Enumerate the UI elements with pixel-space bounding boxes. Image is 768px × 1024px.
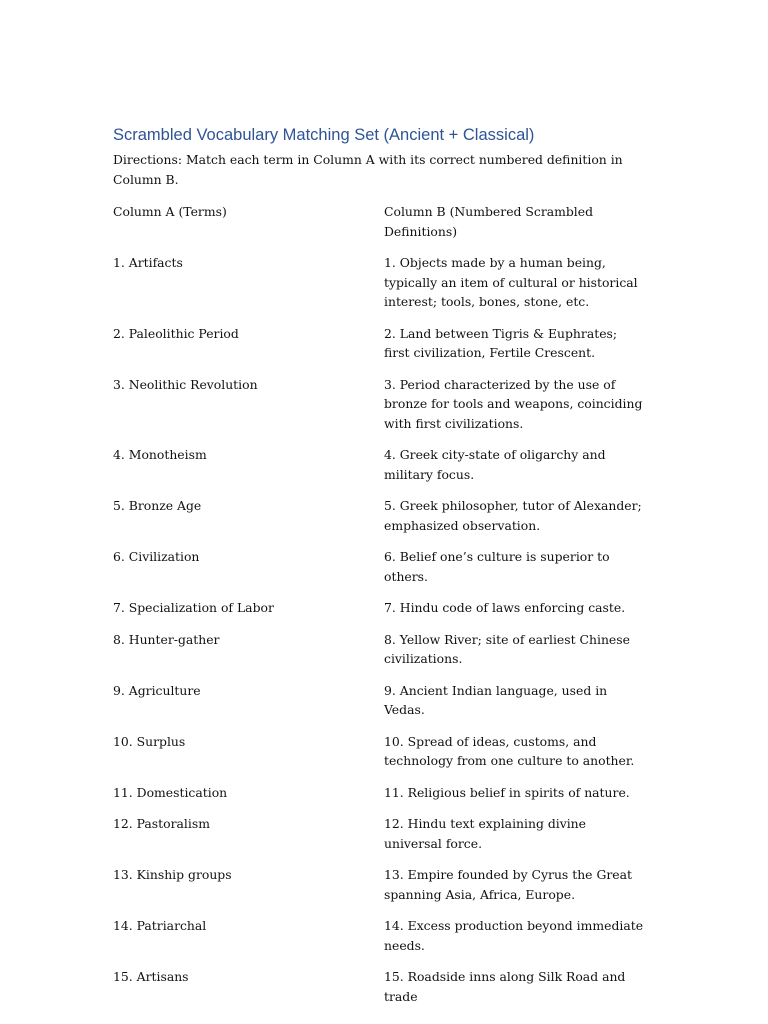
definition-cell: 9. Ancient Indian language, used in Vedas. [384,682,608,717]
table-row [113,375,658,446]
table-row [113,253,658,324]
term-cell: 14. Patriarchal [113,918,207,933]
matching-table [113,202,658,1018]
table-row [113,814,658,865]
term-cell: 11. Domestication [113,784,228,800]
term-cell: 4. Monotheism [113,447,207,462]
definition-cell: 15. Roadside inns along Silk Road and trade [384,969,626,1004]
document-title: Scrambled Vocabulary Matching Set (Ancient + Classical) [113,126,535,144]
definition-cell: 6. Belief one’s culture is superior to others. [384,549,610,584]
term-cell: 8. Hunter-gather [113,631,220,647]
term-cell: 7. Specialization of Labor [113,600,274,615]
term-cell: 12. Pastoralism [113,816,210,831]
table-row [113,916,658,967]
definition-cell: 1. Objects made by a human being, typically an item of cultural or historical interest; tools, bones, stone, etc. [384,255,638,309]
term-cell: 2. Paleolithic Period [113,325,239,341]
column-a-header: Column A (Terms) [113,204,227,219]
table-row [113,783,658,815]
term-cell: 10. Surplus [113,733,186,749]
definition-cell: 14. Excess production beyond immediate needs. [384,918,644,953]
definition-cell: 5. Greek philosopher, tutor of Alexander; emphasized observation. [384,498,642,533]
column-b-header: Column B (Numbered Scrambled Definitions) [384,204,594,239]
definition-cell: 13. Empire founded by Cyrus the Great spanning Asia, Africa, Europe. [384,867,632,902]
table-row [113,445,658,496]
table-row [113,732,658,783]
term-cell: 9. Agriculture [113,682,201,698]
term-cell: 6. Civilization [113,549,200,564]
table-row [113,865,658,916]
table-row [113,324,658,375]
table-header-row [113,202,658,253]
table-row [113,496,658,547]
table-row [113,598,658,630]
definition-cell: 2. Land between Tigris & Euphrates; first civilization, Fertile Crescent. [384,325,618,360]
term-cell: 15. Artisans [113,969,189,984]
definition-cell: 4. Greek city-state of oligarchy and military focus. [384,447,606,482]
definition-cell: 3. Period characterized by the use of bronze for tools and weapons, coinciding with first civilizations. [384,376,643,431]
table-row [113,630,658,681]
table-row [113,681,658,732]
definition-cell: 12. Hindu text explaining divine universal force. [384,816,586,851]
term-cell: 3. Neolithic Revolution [113,376,258,392]
directions-text: Directions: Match each term in Column A with its correct numbered definition in Column B. [113,152,623,187]
table-row [113,547,658,598]
term-cell: 5. Bronze Age [113,498,202,513]
table-row [113,967,658,1018]
definition-cell: 11. Religious belief in spirits of nature. [384,784,630,800]
definition-cell: 8. Yellow River; site of earliest Chinese civilizations. [384,631,630,666]
definition-cell: 7. Hindu code of laws enforcing caste. [384,600,626,615]
term-cell: 13. Kinship groups [113,867,232,882]
term-cell: 1. Artifacts [113,255,183,270]
definition-cell: 10. Spread of ideas, customs, and technology from one culture to another. [384,733,635,768]
